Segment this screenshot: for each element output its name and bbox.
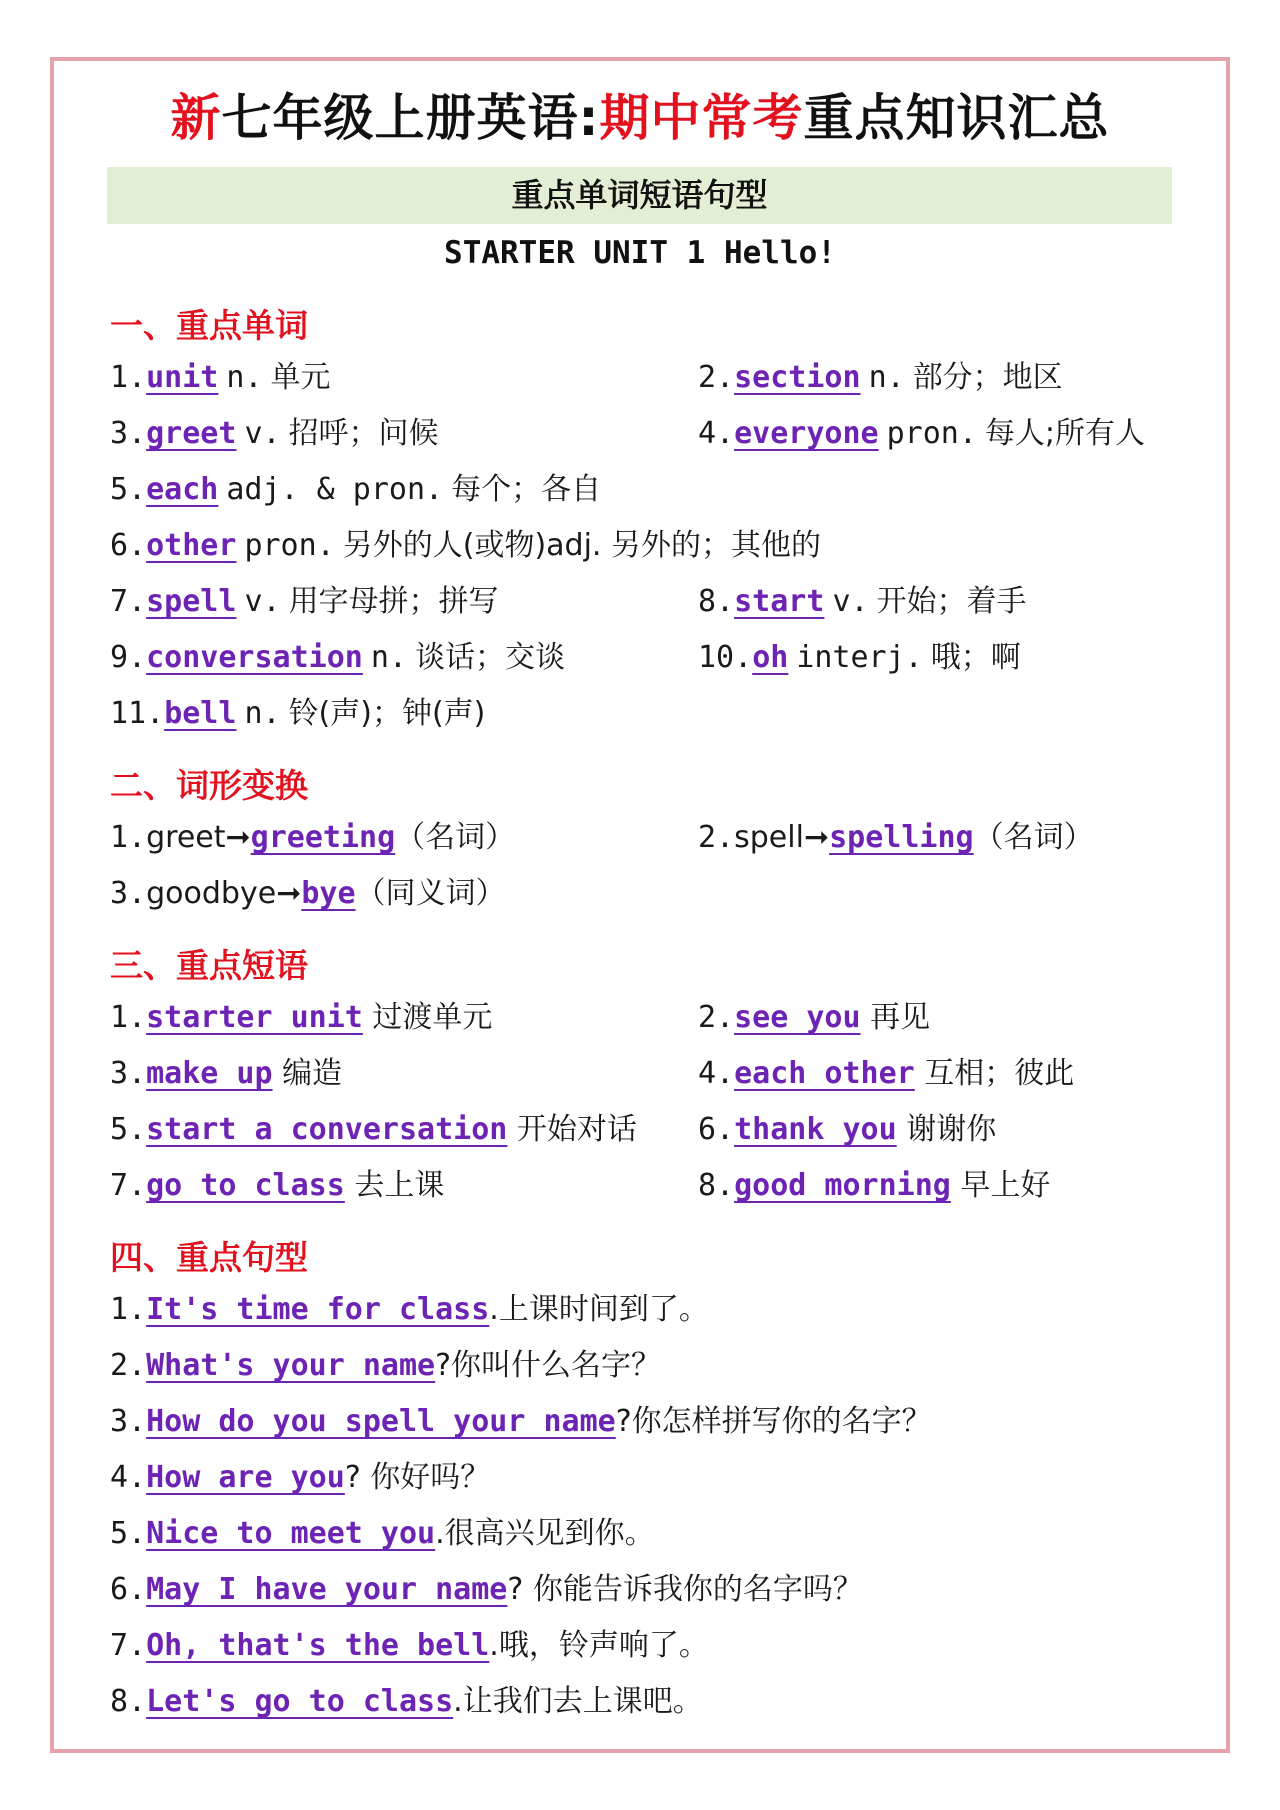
entry-number: 3.	[110, 1056, 147, 1091]
entry-number: 3.	[110, 876, 147, 911]
translation: .上课时间到了。	[489, 1292, 709, 1327]
entry-number: 2.	[110, 1348, 147, 1383]
phrase-entry	[698, 1054, 1074, 1094]
phrase-entry	[110, 1166, 444, 1206]
phrases-heading: 三、重点短语	[110, 946, 308, 985]
part-of-speech: v.	[244, 416, 281, 451]
meaning: 过渡单元	[372, 1000, 493, 1035]
keyword: good morning	[734, 1168, 951, 1203]
entry-number: 7.	[110, 1628, 147, 1663]
arrow-right-icon: ➞	[276, 876, 302, 911]
sentence-entry	[110, 1514, 655, 1554]
form-entry	[110, 818, 515, 858]
keyword: see you	[734, 1000, 861, 1035]
phrase-entry	[110, 1110, 637, 1150]
part-of-speech: interj.	[796, 640, 923, 675]
meaning: 再见	[870, 1000, 931, 1035]
form-note: （名词）	[395, 820, 516, 855]
word-entry	[110, 358, 331, 398]
form-entry	[110, 874, 506, 914]
entry-number: 1.	[110, 820, 147, 855]
keyword: greeting	[250, 820, 396, 855]
entry-number: 1.	[110, 1000, 147, 1035]
sentence-entry	[110, 1346, 661, 1386]
keyword: It's time for class	[146, 1292, 490, 1327]
form-note: （名词）	[973, 820, 1094, 855]
entry-number: 7.	[110, 1168, 147, 1203]
keyword: greet	[146, 416, 237, 451]
meaning: 另外的人(或物)adj. 另外的；其他的	[342, 528, 821, 563]
form-note: （同义词）	[355, 876, 506, 911]
keyword: spell	[146, 584, 237, 619]
keyword: section	[734, 360, 861, 395]
unit-title: STARTER UNIT 1 Hello!	[444, 235, 836, 271]
meaning: 铃(声)；钟(声)	[288, 696, 486, 731]
part-of-speech: v.	[244, 584, 281, 619]
word-entry	[698, 638, 1021, 678]
keyword: everyone	[734, 416, 879, 451]
part-of-speech: adj. & pron.	[226, 472, 444, 507]
meaning: 去上课	[354, 1168, 445, 1203]
word-entry	[698, 358, 1063, 398]
keyword: How do you spell your name	[146, 1404, 616, 1439]
entry-number: 7.	[110, 584, 147, 619]
title-part-grade: 七年级上册英语:	[221, 89, 600, 147]
word-entry	[698, 582, 1027, 622]
entry-number: 6.	[110, 528, 147, 563]
meaning: 谢谢你	[906, 1112, 997, 1147]
keyword: oh	[752, 640, 789, 675]
entry-number: 4.	[698, 1056, 735, 1091]
word-entry	[110, 638, 565, 678]
word-entry	[110, 694, 485, 734]
keyword: starter unit	[146, 1000, 363, 1035]
word-entry	[110, 582, 499, 622]
word-entry	[110, 526, 821, 566]
part-of-speech: n.	[370, 640, 407, 675]
forms-heading: 二、词形变换	[110, 766, 308, 805]
translation: ?你怎样拼写你的名字？	[615, 1404, 932, 1439]
base-word: spell	[734, 820, 804, 855]
keyword: bell	[164, 696, 237, 731]
keyword: other	[146, 528, 237, 563]
keyword: unit	[146, 360, 219, 395]
entry-number: 8.	[698, 584, 735, 619]
word-entry	[110, 470, 601, 510]
entry-number: 2.	[698, 1000, 735, 1035]
base-word: goodbye	[146, 876, 277, 911]
entry-number: 2.	[698, 360, 735, 395]
entry-number: 1.	[110, 360, 147, 395]
sentence-entry	[110, 1570, 863, 1610]
translation: .让我们去上课吧。	[453, 1684, 703, 1719]
sentence-entry	[110, 1682, 703, 1722]
title-part-midterm: 期中常考	[599, 89, 804, 147]
keyword: spelling	[829, 820, 974, 855]
entry-number: 9.	[110, 640, 147, 675]
meaning: 单元	[270, 360, 331, 395]
meaning: 哦；啊	[930, 640, 1021, 675]
translation: ? 你好吗？	[344, 1460, 491, 1495]
meaning: 互相；彼此	[924, 1056, 1075, 1091]
sentence-entry	[110, 1402, 932, 1442]
meaning: 谈话；交谈	[415, 640, 565, 675]
keyword: Oh, that's the bell	[146, 1628, 490, 1663]
entry-number: 2.	[698, 820, 735, 855]
sentence-entry	[110, 1458, 490, 1498]
meaning: 用字母拼；拼写	[288, 584, 499, 619]
entry-number: 4.	[110, 1460, 147, 1495]
meaning: 每个；各自	[451, 472, 602, 507]
part-of-speech: n.	[244, 696, 281, 731]
meaning: 早上好	[960, 1168, 1051, 1203]
keyword: start a conversation	[146, 1112, 508, 1147]
word-entry	[698, 414, 1145, 454]
word-entry	[110, 414, 439, 454]
phrase-entry	[698, 1110, 996, 1150]
entry-number: 8.	[110, 1684, 147, 1719]
phrase-entry	[110, 998, 492, 1038]
keyword: What's your name	[146, 1348, 436, 1383]
keyword: May I have your name	[146, 1572, 508, 1607]
meaning: 编造	[282, 1056, 343, 1091]
translation: .很高兴见到你。	[435, 1516, 655, 1551]
translation: ? 你能告诉我你的名字吗？	[507, 1572, 863, 1607]
entry-number: 10.	[698, 640, 753, 675]
meaning: 部分；地区	[912, 360, 1063, 395]
part-of-speech: v.	[832, 584, 869, 619]
translation: .哦，铃声响了。	[489, 1628, 709, 1663]
section-banner: 重点单词短语句型	[107, 167, 1172, 224]
keyword: make up	[146, 1056, 273, 1091]
meaning: 每人;所有人	[984, 416, 1146, 451]
entry-number: 3.	[110, 1404, 147, 1439]
entry-number: 5.	[110, 472, 147, 507]
keyword: bye	[301, 876, 356, 911]
phrase-entry	[110, 1054, 342, 1094]
meaning: 开始对话	[516, 1112, 637, 1147]
part-of-speech: n.	[868, 360, 905, 395]
entry-number: 4.	[698, 416, 735, 451]
entry-number: 5.	[110, 1516, 147, 1551]
keyword: Nice to meet you	[146, 1516, 436, 1551]
form-entry	[698, 818, 1094, 858]
sentence-entry	[110, 1626, 709, 1666]
keyword: each	[146, 472, 219, 507]
part-of-speech: n.	[226, 360, 263, 395]
keyword: How are you	[146, 1460, 345, 1495]
entry-number: 6.	[698, 1112, 735, 1147]
sentences-heading: 四、重点句型	[110, 1238, 308, 1277]
part-of-speech: pron.	[244, 528, 335, 563]
entry-number: 11.	[110, 696, 165, 731]
words-heading: 一、重点单词	[110, 306, 308, 345]
entry-number: 6.	[110, 1572, 147, 1607]
arrow-right-icon: ➞	[803, 820, 830, 855]
page-title	[0, 78, 1280, 150]
phrase-entry	[698, 1166, 1050, 1206]
keyword: each other	[734, 1056, 915, 1091]
entry-number: 1.	[110, 1292, 147, 1327]
meaning: 招呼；问候	[288, 416, 439, 451]
keyword: conversation	[146, 640, 363, 675]
meaning: 开始；着手	[876, 584, 1027, 619]
translation: ?你叫什么名字？	[435, 1348, 662, 1383]
title-part-summary: 重点知识汇总	[803, 89, 1110, 147]
arrow-right-icon: ➞	[225, 820, 251, 855]
part-of-speech: pron.	[886, 416, 977, 451]
phrase-entry	[698, 998, 930, 1038]
entry-number: 5.	[110, 1112, 147, 1147]
keyword: thank you	[734, 1112, 897, 1147]
keyword: Let's go to class	[146, 1684, 454, 1719]
title-part-new: 新	[170, 89, 222, 147]
keyword: go to class	[146, 1168, 345, 1203]
entry-number: 3.	[110, 416, 147, 451]
keyword: start	[734, 584, 825, 619]
entry-number: 8.	[698, 1168, 735, 1203]
sentence-entry	[110, 1290, 709, 1330]
base-word: greet	[146, 820, 226, 855]
